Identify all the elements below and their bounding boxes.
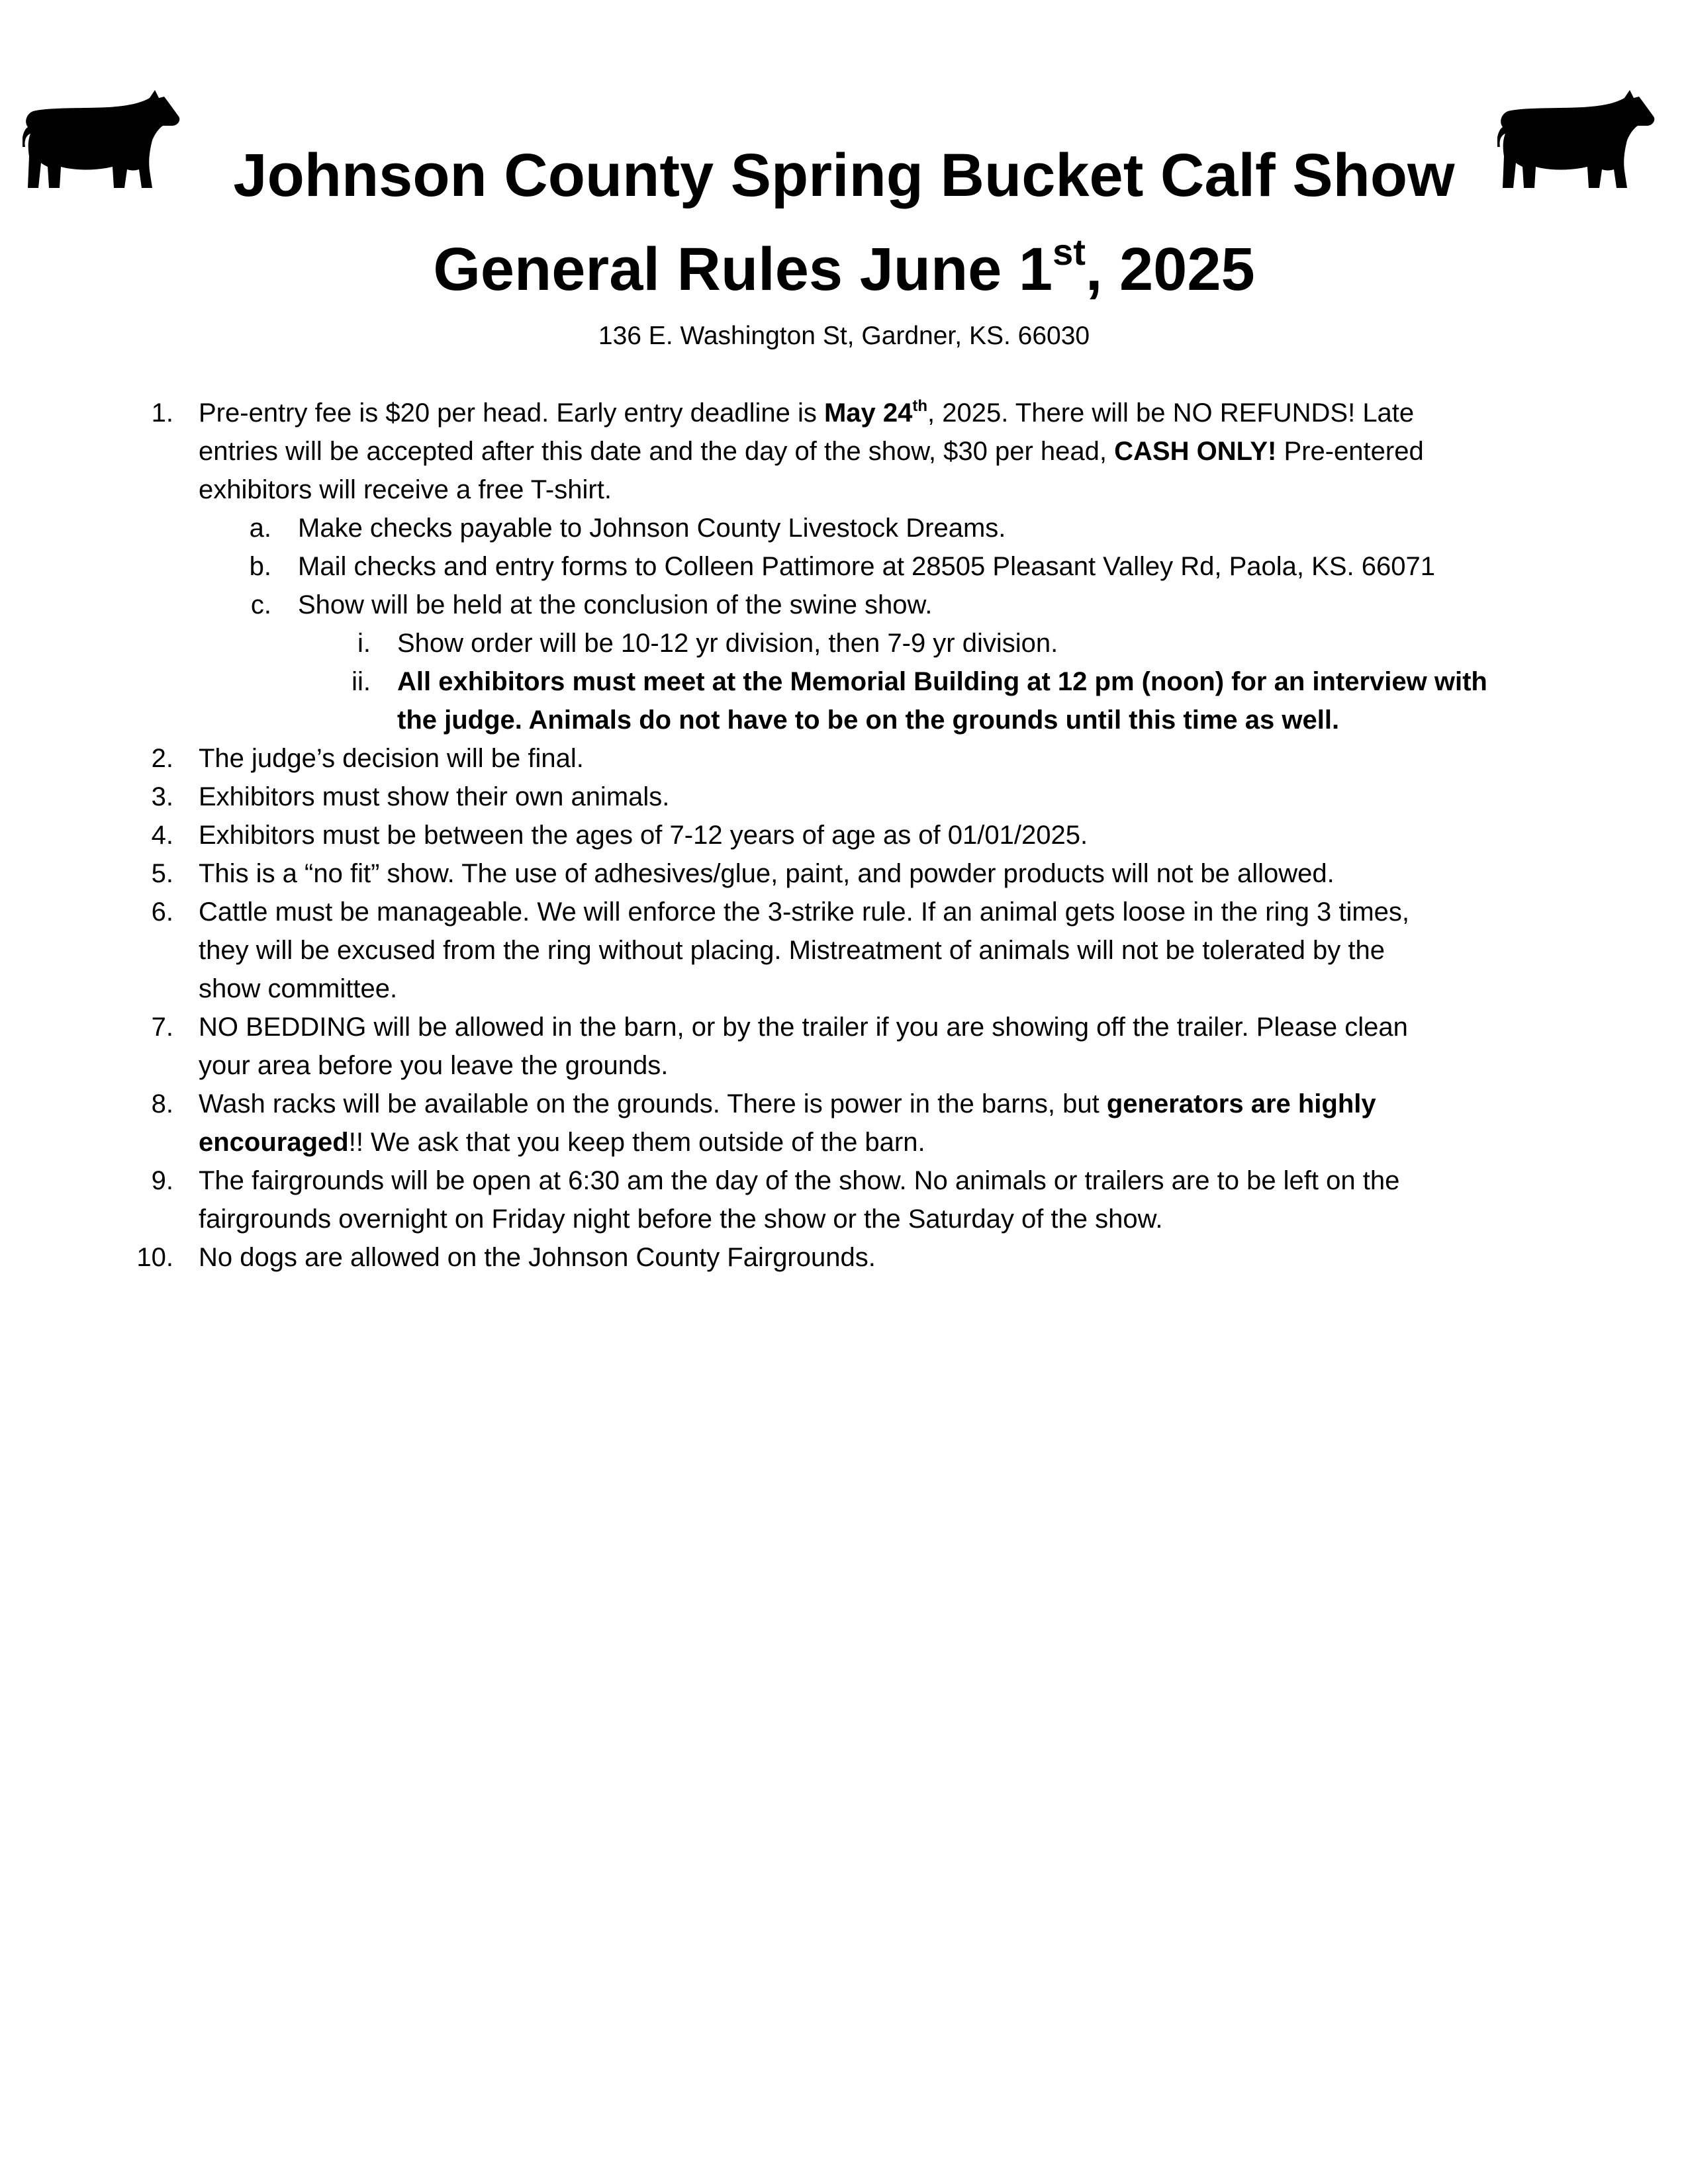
list-letter: c. — [250, 590, 271, 619]
list-item-continuation: exhibitors will receive a free T-shirt. — [199, 475, 612, 504]
sub-list-item: Mail checks and entry forms to Colleen Pattimore at 28505 Pleasant Valley Rd, Paola, KS. 66071 — [298, 552, 1435, 581]
list-item-continuation: entries will be accepted after this date and the day of the show, $30 per head, CASH ONLY! Pre-entered — [199, 437, 1424, 466]
list-number: 7. — [151, 1013, 173, 1042]
list-roman: ii. — [352, 667, 371, 696]
list-roman: i. — [357, 629, 371, 658]
list-item: No dogs are allowed on the Johnson County Fairgrounds. — [199, 1243, 876, 1272]
list-item: Exhibitors must show their own animals. — [199, 782, 670, 811]
list-item: Wash racks will be available on the grounds. There is power in the barns, but generators are highly — [199, 1089, 1376, 1118]
list-number: 3. — [151, 782, 173, 811]
list-number: 1. — [151, 398, 173, 428]
list-item-continuation: fairgrounds overnight on Friday night before the show or the Saturday of the show. — [199, 1205, 1163, 1234]
sub-list-item: Show will be held at the conclusion of the swine show. — [298, 590, 933, 619]
list-item-continuation: encouraged!! We ask that you keep them outside of the barn. — [199, 1128, 925, 1157]
sub-sub-list-item: Show order will be 10-12 yr division, then 7-9 yr division. — [397, 629, 1058, 658]
list-number: 4. — [151, 821, 173, 850]
list-number: 6. — [151, 897, 173, 927]
list-item: The fairgrounds will be open at 6:30 am the day of the show. No animals or trailers are to be left on the — [199, 1166, 1400, 1195]
list-item-continuation: show committee. — [199, 974, 398, 1003]
sub-sub-list-item: All exhibitors must meet at the Memorial Building at 12 pm (noon) for an interview with — [397, 667, 1487, 696]
sub-list-item: Make checks payable to Johnson County Livestock Dreams. — [298, 514, 1006, 543]
list-number: 9. — [151, 1166, 173, 1195]
list-number: 10. — [136, 1243, 173, 1272]
address: 136 E. Washington St, Gardner, KS. 66030 — [598, 322, 1090, 350]
list-item: Exhibitors must be between the ages of 7-12 years of age as of 01/01/2025. — [199, 821, 1088, 850]
list-item: Cattle must be manageable. We will enforce the 3-strike rule. If an animal gets loose in the ring 3 times, — [199, 897, 1410, 927]
sub-sub-list-item-continuation: the judge. Animals do not have to be on the grounds until this time as well. — [397, 705, 1340, 735]
list-item-continuation: they will be excused from the ring without placing. Mistreatment of animals will not be tolerated by the — [199, 936, 1385, 965]
list-item-continuation: your area before you leave the grounds. — [199, 1051, 669, 1080]
list-letter: b. — [249, 552, 271, 581]
list-number: 2. — [151, 744, 173, 773]
page-title: Johnson County Spring Bucket Calf Show — [233, 142, 1455, 209]
list-number: 5. — [151, 859, 173, 888]
list-item: This is a “no fit” show. The use of adhesives/glue, paint, and powder products will not be allowed. — [199, 859, 1335, 888]
page-subtitle: General Rules June 1st, 2025 — [433, 231, 1255, 303]
list-item: The judge’s decision will be final. — [199, 744, 584, 773]
list-item: NO BEDDING will be allowed in the barn, or by the trailer if you are showing off the trailer. Please clean — [199, 1013, 1408, 1042]
list-letter: a. — [249, 514, 271, 543]
list-number: 8. — [151, 1089, 173, 1118]
list-item: Pre-entry fee is $20 per head. Early entry deadline is May 24th, 2025. There will be NO REFUNDS! Late — [199, 397, 1415, 428]
